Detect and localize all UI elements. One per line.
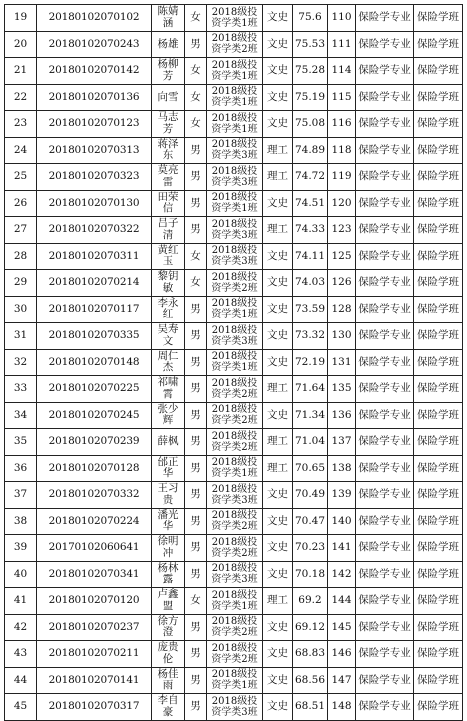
table-row — [5, 84, 463, 111]
row-number-cell: 25 — [5, 164, 37, 191]
gender-cell: 男 — [185, 323, 207, 350]
student-name-cell: 陈婧涵 — [152, 5, 185, 32]
assigned-class-cell: 保险学班 — [414, 190, 463, 217]
subject-track-cell: 文史 — [263, 84, 293, 111]
class-name-cell: 2018级投资学类3班 — [207, 694, 263, 721]
student-name-cell: 莫亮雷 — [152, 164, 185, 191]
row-number-cell: 40 — [5, 561, 37, 588]
assigned-class-cell: 保险学班 — [414, 31, 463, 58]
assigned-class-cell: 保险学班 — [414, 694, 463, 721]
class-name-cell: 2018级投资学类3班 — [207, 217, 263, 244]
student-id-cell: 20180102070317 — [37, 694, 152, 721]
major-cell: 保险学专业 — [356, 561, 414, 588]
score-cell: 69.12 — [293, 614, 328, 641]
student-id-cell: 20180102070123 — [37, 111, 152, 138]
student-name-cell: 徐方澄 — [152, 614, 185, 641]
subject-track-cell: 文史 — [263, 5, 293, 32]
class-name-cell: 2018级投资学类2班 — [207, 641, 263, 668]
gender-cell: 男 — [185, 641, 207, 668]
score-cell: 75.53 — [293, 31, 328, 58]
rank-cell: 145 — [328, 614, 356, 641]
assigned-class-cell: 保险学班 — [414, 376, 463, 403]
student-id-cell: 20180102070311 — [37, 243, 152, 270]
student-name-cell: 吴寿文 — [152, 323, 185, 350]
rank-cell: 138 — [328, 455, 356, 482]
gender-cell: 女 — [185, 84, 207, 111]
score-cell: 75.19 — [293, 84, 328, 111]
gender-cell: 女 — [185, 243, 207, 270]
major-cell: 保险学专业 — [356, 535, 414, 562]
score-cell: 70.23 — [293, 535, 328, 562]
student-name-cell: 卢鑫盟 — [152, 588, 185, 615]
student-id-cell: 20180102070117 — [37, 296, 152, 323]
gender-cell: 男 — [185, 190, 207, 217]
assigned-class-cell: 保险学班 — [414, 429, 463, 456]
class-name-cell: 2018级投资学类2班 — [207, 614, 263, 641]
assigned-class-cell: 保险学班 — [414, 270, 463, 297]
gender-cell: 男 — [185, 455, 207, 482]
row-number-cell: 22 — [5, 84, 37, 111]
gender-cell: 男 — [185, 296, 207, 323]
major-cell: 保险学专业 — [356, 694, 414, 721]
subject-track-cell: 文史 — [263, 190, 293, 217]
class-name-cell: 2018级投资学类3班 — [207, 482, 263, 509]
table-row — [5, 243, 463, 270]
class-name-cell: 2018级投资学类3班 — [207, 561, 263, 588]
subject-track-cell: 文史 — [263, 561, 293, 588]
score-cell: 69.2 — [293, 588, 328, 615]
rank-cell: 126 — [328, 270, 356, 297]
major-cell: 保险学专业 — [356, 217, 414, 244]
rank-cell: 115 — [328, 84, 356, 111]
class-name-cell: 2018级投资学类3班 — [207, 243, 263, 270]
major-cell: 保险学专业 — [356, 58, 414, 85]
major-cell: 保险学专业 — [356, 402, 414, 429]
student-id-cell: 20180102070102 — [37, 5, 152, 32]
score-cell: 70.18 — [293, 561, 328, 588]
subject-track-cell: 理工 — [263, 376, 293, 403]
rank-cell: 131 — [328, 349, 356, 376]
rank-cell: 148 — [328, 694, 356, 721]
assigned-class-cell: 保险学班 — [414, 667, 463, 694]
row-number-cell: 32 — [5, 349, 37, 376]
table-row — [5, 58, 463, 85]
assigned-class-cell: 保险学班 — [414, 243, 463, 270]
class-name-cell: 2018级投资学类1班 — [207, 349, 263, 376]
row-number-cell: 42 — [5, 614, 37, 641]
assigned-class-cell: 保险学班 — [414, 164, 463, 191]
class-name-cell: 2018级投资学类2班 — [207, 535, 263, 562]
assigned-class-cell: 保险学班 — [414, 508, 463, 535]
major-cell: 保险学专业 — [356, 270, 414, 297]
major-cell: 保险学专业 — [356, 5, 414, 32]
score-cell: 70.65 — [293, 455, 328, 482]
student-name-cell: 邰正华 — [152, 455, 185, 482]
subject-track-cell: 文史 — [263, 402, 293, 429]
student-id-cell: 20180102070313 — [37, 137, 152, 164]
score-cell: 74.72 — [293, 164, 328, 191]
gender-cell: 女 — [185, 5, 207, 32]
gender-cell: 男 — [185, 535, 207, 562]
rank-cell: 123 — [328, 217, 356, 244]
student-id-cell: 20180102070120 — [37, 588, 152, 615]
subject-track-cell: 理工 — [263, 429, 293, 456]
rank-cell: 139 — [328, 482, 356, 509]
student-id-cell: 20180102070225 — [37, 376, 152, 403]
student-id-cell: 20180102070148 — [37, 349, 152, 376]
table-row — [5, 270, 463, 297]
gender-cell: 女 — [185, 588, 207, 615]
rank-cell: 142 — [328, 561, 356, 588]
student-id-cell: 20180102070322 — [37, 217, 152, 244]
row-number-cell: 43 — [5, 641, 37, 668]
class-name-cell: 2018级投资学类1班 — [207, 58, 263, 85]
row-number-cell: 45 — [5, 694, 37, 721]
score-cell: 74.89 — [293, 137, 328, 164]
table-row — [5, 217, 463, 244]
row-number-cell: 27 — [5, 217, 37, 244]
assigned-class-cell: 保险学班 — [414, 111, 463, 138]
student-name-cell: 向雪 — [152, 84, 185, 111]
row-number-cell: 29 — [5, 270, 37, 297]
table-row — [5, 641, 463, 668]
student-name-cell: 李自豪 — [152, 694, 185, 721]
gender-cell: 男 — [185, 694, 207, 721]
class-name-cell: 2018级投资学类2班 — [207, 402, 263, 429]
table-row — [5, 190, 463, 217]
score-cell: 71.64 — [293, 376, 328, 403]
gender-cell: 男 — [185, 667, 207, 694]
major-cell: 保险学专业 — [356, 31, 414, 58]
major-cell: 保险学专业 — [356, 296, 414, 323]
subject-track-cell: 文史 — [263, 243, 293, 270]
subject-track-cell: 文史 — [263, 323, 293, 350]
row-number-cell: 31 — [5, 323, 37, 350]
row-number-cell: 36 — [5, 455, 37, 482]
student-id-cell: 20180102070323 — [37, 164, 152, 191]
class-name-cell: 2018级投资学类3班 — [207, 164, 263, 191]
subject-track-cell: 文史 — [263, 508, 293, 535]
assigned-class-cell: 保险学班 — [414, 455, 463, 482]
student-id-cell: 20180102070341 — [37, 561, 152, 588]
class-name-cell: 2018级投资学类2班 — [207, 270, 263, 297]
student-id-cell: 20180102070237 — [37, 614, 152, 641]
rank-cell: 144 — [328, 588, 356, 615]
major-cell: 保险学专业 — [356, 137, 414, 164]
assigned-class-cell: 保险学班 — [414, 5, 463, 32]
score-cell: 74.03 — [293, 270, 328, 297]
table-row — [5, 482, 463, 509]
score-cell: 74.33 — [293, 217, 328, 244]
student-name-cell: 杨佳雨 — [152, 667, 185, 694]
row-number-cell: 33 — [5, 376, 37, 403]
major-cell: 保险学专业 — [356, 190, 414, 217]
student-name-cell: 王习贵 — [152, 482, 185, 509]
subject-track-cell: 文史 — [263, 482, 293, 509]
score-cell: 70.47 — [293, 508, 328, 535]
student-name-cell: 祁啸霄 — [152, 376, 185, 403]
subject-track-cell: 理工 — [263, 588, 293, 615]
rank-cell: 114 — [328, 58, 356, 85]
student-name-cell: 黄红玉 — [152, 243, 185, 270]
class-name-cell: 2018级投资学类1班 — [207, 190, 263, 217]
table-row — [5, 137, 463, 164]
gender-cell: 男 — [185, 402, 207, 429]
row-number-cell: 35 — [5, 429, 37, 456]
assigned-class-cell: 保险学班 — [414, 296, 463, 323]
student-id-cell: 20180102070245 — [37, 402, 152, 429]
subject-track-cell: 文史 — [263, 58, 293, 85]
class-name-cell: 2018级投资学类2班 — [207, 376, 263, 403]
row-number-cell: 26 — [5, 190, 37, 217]
major-cell: 保险学专业 — [356, 111, 414, 138]
table-row — [5, 667, 463, 694]
major-cell: 保险学专业 — [356, 614, 414, 641]
table-row — [5, 588, 463, 615]
rank-cell: 128 — [328, 296, 356, 323]
major-cell: 保险学专业 — [356, 349, 414, 376]
subject-track-cell: 文史 — [263, 111, 293, 138]
rank-cell: 118 — [328, 137, 356, 164]
student-name-cell: 潘光华 — [152, 508, 185, 535]
student-id-cell: 20180102070142 — [37, 58, 152, 85]
subject-track-cell: 文史 — [263, 641, 293, 668]
row-number-cell: 24 — [5, 137, 37, 164]
student-name-cell: 杨林露 — [152, 561, 185, 588]
rank-cell: 119 — [328, 164, 356, 191]
assigned-class-cell: 保险学班 — [414, 561, 463, 588]
gender-cell: 男 — [185, 508, 207, 535]
subject-track-cell: 理工 — [263, 137, 293, 164]
student-name-cell: 马志芳 — [152, 111, 185, 138]
assigned-class-cell: 保险学班 — [414, 58, 463, 85]
score-cell: 70.49 — [293, 482, 328, 509]
subject-track-cell: 文史 — [263, 349, 293, 376]
score-cell: 68.51 — [293, 694, 328, 721]
class-name-cell: 2018级投资学类1班 — [207, 667, 263, 694]
class-name-cell: 2018级投资学类3班 — [207, 137, 263, 164]
assigned-class-cell: 保险学班 — [414, 84, 463, 111]
rank-cell: 140 — [328, 508, 356, 535]
rank-cell: 111 — [328, 31, 356, 58]
subject-track-cell: 文史 — [263, 296, 293, 323]
student-name-cell: 庞贵伦 — [152, 641, 185, 668]
table-row — [5, 31, 463, 58]
table-row — [5, 429, 463, 456]
student-name-cell: 薛枫 — [152, 429, 185, 456]
subject-track-cell: 文史 — [263, 270, 293, 297]
row-number-cell: 34 — [5, 402, 37, 429]
student-name-cell: 蒋泽东 — [152, 137, 185, 164]
gender-cell: 女 — [185, 270, 207, 297]
student-name-cell: 吕子清 — [152, 217, 185, 244]
row-number-cell: 30 — [5, 296, 37, 323]
student-id-cell: 20180102070243 — [37, 31, 152, 58]
student-id-cell: 20180102070136 — [37, 84, 152, 111]
assigned-class-cell: 保险学班 — [414, 614, 463, 641]
score-cell: 68.56 — [293, 667, 328, 694]
table-row — [5, 455, 463, 482]
gender-cell: 女 — [185, 58, 207, 85]
assigned-class-cell: 保险学班 — [414, 482, 463, 509]
score-cell: 71.34 — [293, 402, 328, 429]
rank-cell: 130 — [328, 323, 356, 350]
subject-track-cell: 文史 — [263, 535, 293, 562]
student-name-cell: 杨柳芳 — [152, 58, 185, 85]
assigned-class-cell: 保险学班 — [414, 402, 463, 429]
gender-cell: 男 — [185, 164, 207, 191]
gender-cell: 女 — [185, 111, 207, 138]
subject-track-cell: 文史 — [263, 31, 293, 58]
table-row — [5, 164, 463, 191]
gender-cell: 男 — [185, 349, 207, 376]
table-row — [5, 535, 463, 562]
row-number-cell: 28 — [5, 243, 37, 270]
table-row — [5, 376, 463, 403]
score-cell: 75.28 — [293, 58, 328, 85]
major-cell: 保险学专业 — [356, 429, 414, 456]
assigned-class-cell: 保险学班 — [414, 535, 463, 562]
student-name-cell: 周仁杰 — [152, 349, 185, 376]
major-cell: 保险学专业 — [356, 482, 414, 509]
row-number-cell: 20 — [5, 31, 37, 58]
assigned-class-cell: 保险学班 — [414, 217, 463, 244]
major-cell: 保险学专业 — [356, 243, 414, 270]
major-cell: 保险学专业 — [356, 455, 414, 482]
assigned-class-cell: 保险学班 — [414, 588, 463, 615]
gender-cell: 男 — [185, 217, 207, 244]
subject-track-cell: 理工 — [263, 217, 293, 244]
assigned-class-cell: 保险学班 — [414, 349, 463, 376]
score-cell: 73.32 — [293, 323, 328, 350]
row-number-cell: 19 — [5, 5, 37, 32]
student-name-cell: 李永红 — [152, 296, 185, 323]
student-name-cell: 黎钥敏 — [152, 270, 185, 297]
major-cell: 保险学专业 — [356, 641, 414, 668]
student-id-cell: 20180102070332 — [37, 482, 152, 509]
row-number-cell: 39 — [5, 535, 37, 562]
rank-cell: 141 — [328, 535, 356, 562]
student-name-cell: 徐明冲 — [152, 535, 185, 562]
score-cell: 68.83 — [293, 641, 328, 668]
subject-track-cell: 文史 — [263, 667, 293, 694]
major-cell: 保险学专业 — [356, 667, 414, 694]
table-row — [5, 402, 463, 429]
gender-cell: 男 — [185, 561, 207, 588]
student-name-cell: 张少辉 — [152, 402, 185, 429]
row-number-cell: 41 — [5, 588, 37, 615]
assigned-class-cell: 保险学班 — [414, 137, 463, 164]
major-cell: 保险学专业 — [356, 84, 414, 111]
table-row — [5, 111, 463, 138]
student-id-cell: 20180102070128 — [37, 455, 152, 482]
subject-track-cell: 理工 — [263, 164, 293, 191]
ranking-table — [4, 4, 463, 721]
class-name-cell: 2018级投资学类2班 — [207, 429, 263, 456]
rank-cell: 146 — [328, 641, 356, 668]
rank-cell: 137 — [328, 429, 356, 456]
rank-cell: 110 — [328, 5, 356, 32]
table-row — [5, 349, 463, 376]
student-id-cell: 20170102060641 — [37, 535, 152, 562]
gender-cell: 男 — [185, 137, 207, 164]
class-name-cell: 2018级投资学类2班 — [207, 508, 263, 535]
score-cell: 74.51 — [293, 190, 328, 217]
student-id-cell: 20180102070211 — [37, 641, 152, 668]
subject-track-cell: 理工 — [263, 455, 293, 482]
row-number-cell: 44 — [5, 667, 37, 694]
major-cell: 保险学专业 — [356, 323, 414, 350]
student-name-cell: 田荣信 — [152, 190, 185, 217]
major-cell: 保险学专业 — [356, 588, 414, 615]
score-cell: 74.11 — [293, 243, 328, 270]
score-cell: 75.6 — [293, 5, 328, 32]
rank-cell: 135 — [328, 376, 356, 403]
class-name-cell: 2018级投资学类2班 — [207, 31, 263, 58]
major-cell: 保险学专业 — [356, 164, 414, 191]
gender-cell: 男 — [185, 614, 207, 641]
class-name-cell: 2018级投资学类1班 — [207, 455, 263, 482]
row-number-cell: 38 — [5, 508, 37, 535]
table-row — [5, 5, 463, 32]
table-row — [5, 694, 463, 721]
subject-track-cell: 文史 — [263, 614, 293, 641]
score-cell: 71.04 — [293, 429, 328, 456]
rank-cell: 125 — [328, 243, 356, 270]
gender-cell: 男 — [185, 31, 207, 58]
major-cell: 保险学专业 — [356, 376, 414, 403]
row-number-cell: 37 — [5, 482, 37, 509]
assigned-class-cell: 保险学班 — [414, 641, 463, 668]
assigned-class-cell: 保险学班 — [414, 323, 463, 350]
class-name-cell: 2018级投资学类1班 — [207, 5, 263, 32]
student-id-cell: 20180102070141 — [37, 667, 152, 694]
rank-cell: 116 — [328, 111, 356, 138]
student-id-cell: 20180102070214 — [37, 270, 152, 297]
class-name-cell: 2018级投资学类1班 — [207, 588, 263, 615]
student-id-cell: 20180102070239 — [37, 429, 152, 456]
score-cell: 75.08 — [293, 111, 328, 138]
student-id-cell: 20180102070130 — [37, 190, 152, 217]
rank-cell: 136 — [328, 402, 356, 429]
row-number-cell: 23 — [5, 111, 37, 138]
table-row — [5, 614, 463, 641]
table-row — [5, 296, 463, 323]
gender-cell: 男 — [185, 376, 207, 403]
class-name-cell: 2018级投资学类1班 — [207, 111, 263, 138]
table-row — [5, 508, 463, 535]
gender-cell: 男 — [185, 429, 207, 456]
student-id-cell: 20180102070335 — [37, 323, 152, 350]
row-number-cell: 21 — [5, 58, 37, 85]
student-id-cell: 20180102070224 — [37, 508, 152, 535]
subject-track-cell: 文史 — [263, 694, 293, 721]
rank-cell: 120 — [328, 190, 356, 217]
score-cell: 72.19 — [293, 349, 328, 376]
class-name-cell: 2018级投资学类1班 — [207, 296, 263, 323]
table-row — [5, 561, 463, 588]
table-row — [5, 323, 463, 350]
table-body — [5, 5, 463, 721]
class-name-cell: 2018级投资学类1班 — [207, 84, 263, 111]
class-name-cell: 2018级投资学类3班 — [207, 323, 263, 350]
gender-cell: 男 — [185, 482, 207, 509]
major-cell: 保险学专业 — [356, 508, 414, 535]
student-name-cell: 杨雄 — [152, 31, 185, 58]
score-cell: 73.59 — [293, 296, 328, 323]
rank-cell: 147 — [328, 667, 356, 694]
